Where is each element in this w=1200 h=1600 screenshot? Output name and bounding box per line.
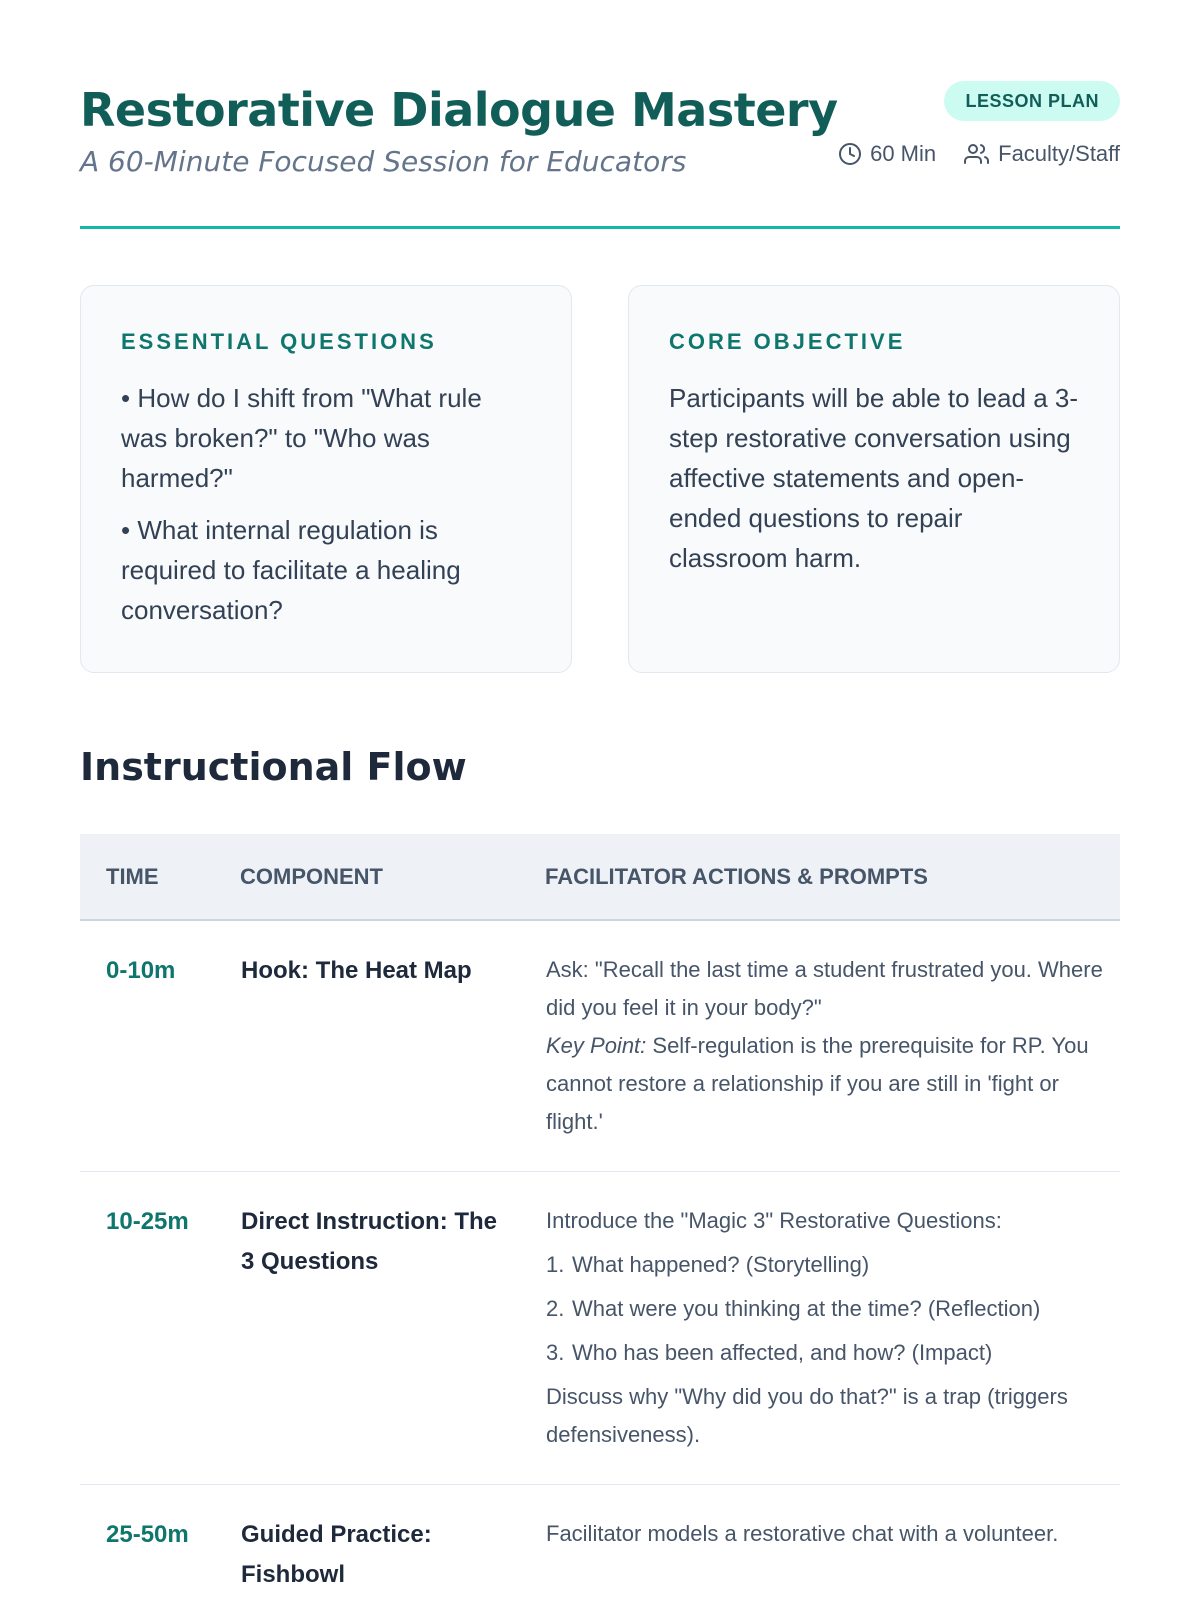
action-note: Discuss why "Why did you do that?" is a trap (triggers defensiveness).	[546, 1384, 1068, 1447]
audience-text: Faculty/Staff	[998, 141, 1120, 166]
core-objective-text: Participants will be able to lead a 3-step restorative conversation using affective statements and open-ended questions to repair classroom harm.	[669, 383, 1079, 573]
users-icon	[964, 142, 990, 166]
row-actions	[545, 1485, 1120, 1600]
list-item	[546, 1290, 1119, 1328]
step-number: 1.	[546, 1252, 565, 1277]
instructional-flow-table	[80, 834, 1120, 1600]
step-text: What happened? (Storytelling)	[572, 1252, 870, 1277]
essential-question: • What internal regulation is required to facilitate a healing conversation?	[121, 510, 531, 630]
table-row	[80, 1485, 1120, 1600]
action-prompt: Ask: "Recall the last time a student frustrated you. Where did you feel it in your body?"	[546, 957, 1103, 1020]
column-header-time: TIME	[80, 834, 240, 920]
instructional-flow-title: Instructional Flow	[80, 745, 467, 789]
duration-text: 60 Min	[870, 141, 937, 166]
row-actions	[545, 1172, 1120, 1485]
row-component: Guided Practice: Fishbowl	[240, 1485, 545, 1600]
list-item	[546, 1246, 1119, 1284]
audience-meta	[964, 141, 1120, 167]
column-header-component: COMPONENT	[240, 834, 545, 920]
step-text: Who has been affected, and how? (Impact)	[572, 1340, 993, 1365]
row-component: Hook: The Heat Map	[240, 920, 545, 1172]
step-number: 2.	[546, 1296, 565, 1321]
header	[80, 78, 1120, 228]
essential-questions-list	[121, 378, 531, 630]
header-divider	[80, 226, 1120, 229]
list-item	[546, 1334, 1119, 1372]
key-point-text: Self-regulation is the prerequisite for RP. You cannot restore a relationship if you are still in 'fight or flight.'	[546, 1033, 1089, 1134]
row-time: 25-50m	[80, 1485, 240, 1600]
lesson-plan-badge: LESSON PLAN	[944, 81, 1120, 121]
row-component: Direct Instruction: The 3 Questions	[240, 1172, 545, 1485]
table-header-row	[80, 834, 1120, 920]
row-time: 0-10m	[80, 920, 240, 1172]
table-row	[80, 920, 1120, 1172]
essential-question: • How do I shift from "What rule was broken?" to "Who was harmed?"	[121, 378, 531, 498]
key-point-label: Key Point:	[546, 1033, 647, 1058]
page-subtitle: A 60-Minute Focused Session for Educators	[80, 145, 687, 178]
core-objective-heading: CORE OBJECTIVE	[669, 329, 906, 354]
page-title: Restorative Dialogue Mastery	[80, 83, 838, 137]
key-point	[546, 1027, 1119, 1141]
table-row	[80, 1172, 1120, 1485]
restorative-questions-list	[546, 1246, 1119, 1372]
column-header-actions: FACILITATOR ACTIONS & PROMPTS	[545, 834, 1120, 920]
step-text: What were you thinking at the time? (Reflection)	[572, 1296, 1041, 1321]
row-actions	[545, 920, 1120, 1172]
row-time: 10-25m	[80, 1172, 240, 1485]
essential-questions-heading: ESSENTIAL QUESTIONS	[121, 329, 437, 354]
duration-meta	[838, 141, 936, 167]
action-prompt: Introduce the "Magic 3" Restorative Questions:	[546, 1208, 1002, 1233]
action-prompt: Facilitator models a restorative chat with a volunteer.	[546, 1521, 1059, 1546]
step-number: 3.	[546, 1340, 565, 1365]
essential-questions-card	[80, 285, 572, 673]
core-objective-card	[628, 285, 1120, 673]
session-meta	[838, 134, 1120, 174]
clock-icon	[838, 142, 862, 166]
